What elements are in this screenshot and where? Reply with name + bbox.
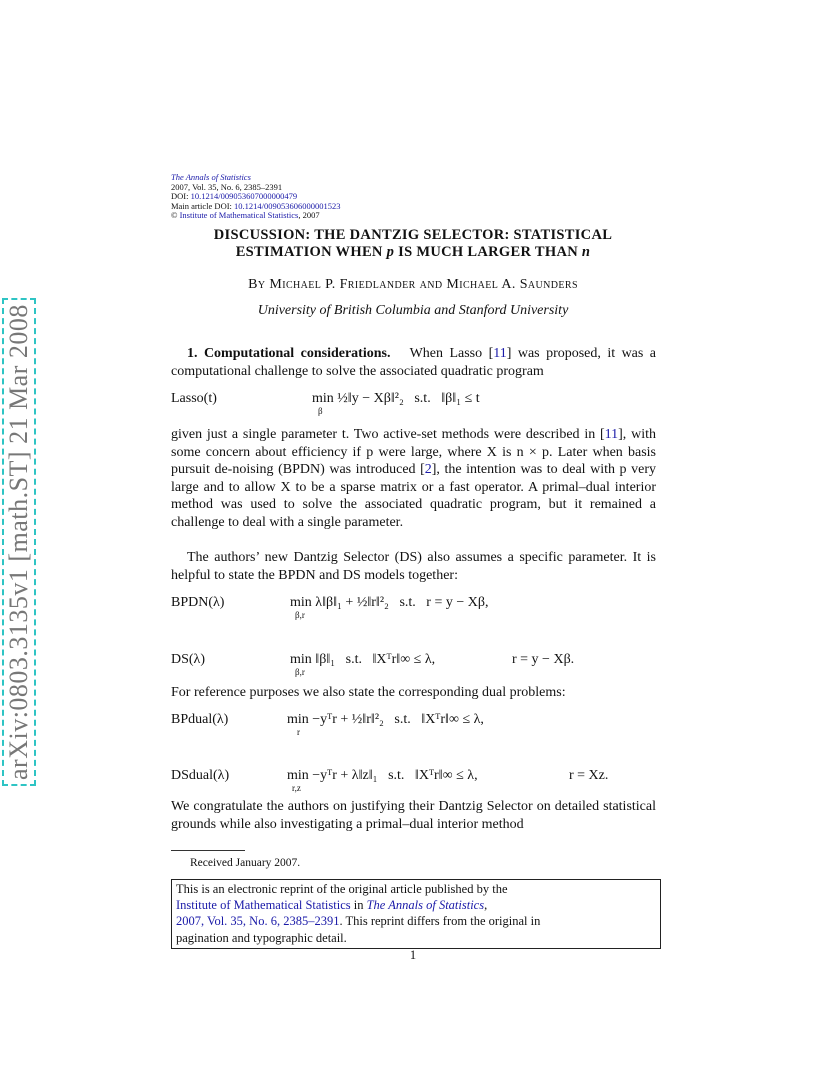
copyright-year: , 2007 [298, 210, 320, 221]
dsdual-equation: min −yᵀr + λ‖z‖₁ s.t. ‖Xᵀr‖∞ ≤ λ, [287, 768, 478, 783]
bpdual-equation: min −yᵀr + ½‖r‖²₂ s.t. ‖Xᵀr‖∞ ≤ λ, [287, 712, 484, 727]
ds-subscript: β,r [295, 667, 305, 677]
arxiv-id: arXiv:0803.3135v1 [math.ST] 21 Mar 2008 [4, 304, 33, 780]
dsdual-subscript: r,z [292, 783, 301, 793]
main-doi-link[interactable]: 10.1214/009053606000001523 [234, 200, 341, 211]
lasso-label: Lasso(t) [171, 391, 217, 406]
ds-equation: min ‖β‖₁ s.t. ‖Xᵀr‖∞ ≤ λ, [290, 652, 436, 667]
doi-label: DOI: [171, 191, 189, 202]
section-heading: 1. Computational considerations. [187, 346, 391, 361]
paragraph-3: The authors’ new Dantzig Selector (DS) also assumes a specific parameter. It is helpful to state the BPDN and DS models together: [171, 550, 656, 583]
reprint-notice-box: This is an electronic reprint of the original article published by the Institute of Mathematical Statistics in The Annals of Statistics, 2007, Vol. 35, No. 6, 2385–2391. This reprint differs from the original in pagination and typographic detail. [171, 879, 661, 949]
affiliation: University of British Columbia and Stanford University [257, 303, 569, 318]
dsdual-constraint-2: r = Xz. [569, 768, 609, 783]
copyright-icon: © [171, 210, 178, 221]
bpdn-label: BPDN(λ) [171, 595, 225, 610]
footnote-rule [171, 850, 245, 851]
paragraph-2: given just a single parameter t. Two active-set methods were described in [11], with some concern about efficiency if p were large, where X is n × p. Later when basis pursuit de-noising (BPDN) was introduced [2], the intention was to deal with p very large and to allow X to be a sparse matrix or a fast operator. A primal–dual interior method was used to solve the associated quadratic program, but it remained a challenge to deal with a single parameter. [171, 427, 656, 530]
volume-line: 2007, Vol. 35, No. 6, 2385–2391 [171, 181, 283, 192]
ds-label: DS(λ) [171, 652, 206, 667]
ds-constraint-2: r = y − Xβ. [512, 652, 575, 667]
reprint-citation-link[interactable]: 2007, Vol. 35, No. 6, 2385–2391 [176, 914, 340, 929]
title-line-2: ESTIMATION WHEN p IS MUCH LARGER THAN n [235, 244, 591, 260]
bpdual-subscript: r [297, 727, 300, 737]
footnote-received: Received January 2007. [190, 857, 301, 869]
doi-link[interactable]: 10.1214/009053607000000479 [190, 191, 298, 202]
paragraph-4: For reference purposes we also state the corresponding dual problems: [171, 685, 566, 700]
author-1: Michael P. Friedlander [269, 277, 416, 292]
author-2: Michael A. Saunders [446, 277, 578, 292]
reprint-institute-link[interactable]: Institute of Mathematical Statistics [176, 898, 351, 913]
bpdn-equation: min λ‖β‖₁ + ½‖r‖²₂ s.t. r = y − Xβ, [290, 595, 489, 610]
authors: By Michael P. Friedlander and Michael A. Saunders [248, 277, 578, 292]
ref-11-link[interactable]: 11 [493, 346, 507, 361]
arxiv-sidebar[interactable] [4, 304, 34, 780]
institute-link[interactable]: Institute of Mathematical Statistics [179, 210, 299, 221]
bpdual-label: BPdual(λ) [171, 712, 229, 727]
paragraph-1: 1. Computational considerations. When Lasso [11] was proposed, it was a computational challenge to solve the associated quadratic program [171, 346, 657, 379]
title-line-1: DISCUSSION: THE DANTZIG SELECTOR: STATISTICAL [213, 227, 613, 243]
lasso-subscript: β [318, 406, 323, 416]
main-doi-label: Main article DOI: [171, 200, 232, 211]
dsdual-label: DSdual(λ) [171, 768, 230, 783]
page-number: 1 [409, 948, 417, 962]
paragraph-5: We congratulate the authors on justifying their Dantzig Selector on detailed statistical grounds while also investigating a primal–dual interior method [171, 799, 656, 832]
paper-title [171, 227, 655, 261]
bpdn-subscript: β,r [295, 610, 305, 620]
arxiv-sidebar-border [2, 298, 36, 786]
journal-header [171, 173, 341, 221]
ref-11-link-2[interactable]: 11 [604, 427, 619, 442]
journal-link[interactable]: The Annals of Statistics [171, 172, 251, 182]
reprint-journal-link[interactable]: The Annals of Statistics [366, 898, 485, 913]
lasso-equation: min ½‖y − Xβ‖²₂ s.t. ‖β‖₁ ≤ t [312, 391, 480, 406]
ref-2-link[interactable]: 2 [424, 462, 432, 478]
